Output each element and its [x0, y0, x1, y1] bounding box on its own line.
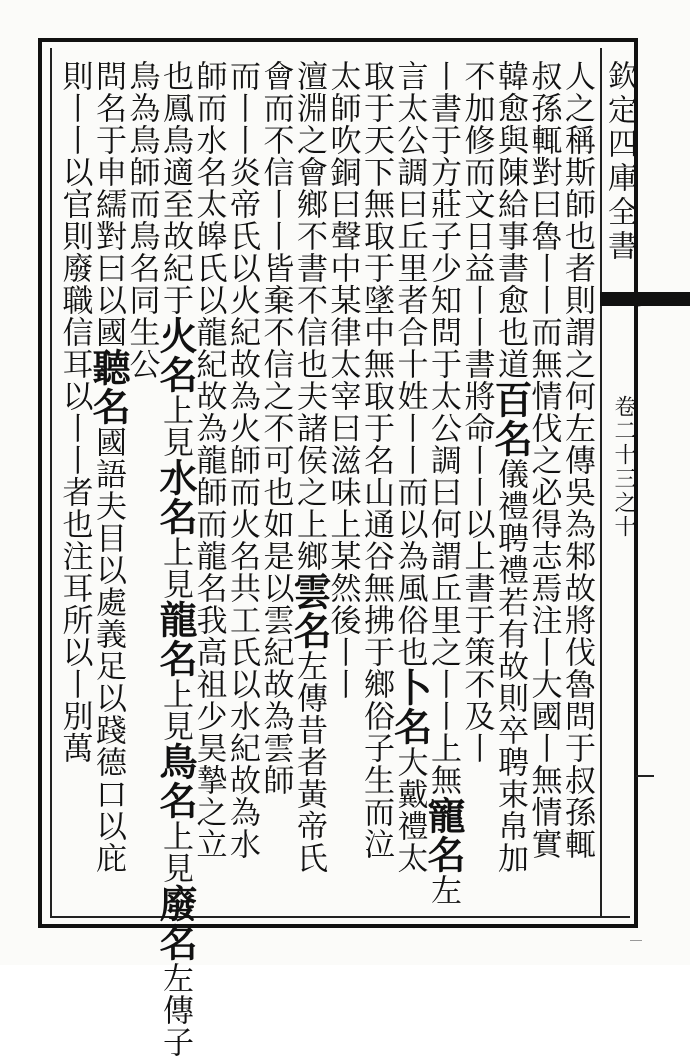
fold-rule: [636, 775, 654, 777]
column-text: 韓愈與陳給事書愈也道: [492, 60, 528, 380]
volume-label: 卷二十三之十: [611, 395, 636, 539]
text-column: [460, 60, 494, 764]
entry-heading: 龍名: [153, 600, 198, 678]
column-text: 言太公調曰丘里者合十姓丨丨而以為風俗也: [391, 60, 428, 668]
text-column: [527, 60, 561, 860]
text-column: [259, 60, 293, 796]
entry-heading: 卜名: [387, 668, 433, 746]
text-column: [287, 60, 332, 874]
column-text: 鳥為鳥師而鳥名: [123, 60, 160, 284]
column-text: 上見: [157, 678, 193, 742]
column-text: 國語夫目以處義足以踐德口以庇: [90, 426, 126, 874]
entry-heading: 廢名: [153, 884, 198, 962]
column-text: 人之稱斯師也者則謂之何左傳吳為邾故將伐魯問于叔孫輒: [559, 60, 595, 860]
text-column: [153, 60, 198, 1058]
corner-mark: [630, 940, 642, 941]
text-column: [488, 60, 533, 874]
column-text: 問名于申繻對曰以國: [90, 60, 126, 348]
column-text: 師而水名太皞氏以龍紀故為龍師而龍名我高祖少昊摯之立: [190, 60, 227, 860]
column-text: 左傳子: [157, 962, 193, 1058]
column-text: 同生公: [123, 284, 160, 380]
column-text: 以雲紀故為雲師: [257, 572, 294, 796]
text-column: [225, 60, 259, 860]
column-text: 上見: [157, 820, 193, 884]
column-text: 儀禮聘禮若有故則卒聘束帛加: [492, 458, 528, 874]
entry-heading: 雲名: [287, 572, 332, 650]
text-column: [125, 60, 159, 380]
column-text: 大戴禮太: [391, 746, 428, 874]
entry-heading: 鳥名: [153, 742, 198, 820]
column-text: 左傳昔者黃帝氏: [291, 650, 327, 874]
text-column: [86, 60, 131, 874]
entry-heading: 聽名: [86, 348, 131, 426]
text-column: [58, 60, 92, 764]
entry-heading: 水名: [153, 458, 198, 536]
column-text: 上見: [157, 394, 193, 458]
text-column: [387, 60, 433, 874]
column-text: 太師吹銅曰聲中某律太宰曰滋味上某然後丨丨: [324, 60, 361, 700]
text-column: [359, 60, 393, 860]
column-text: 取于天下無取于墜中無取于名山通谷無拂于鄉俗: [358, 60, 394, 732]
column-text: 叔孫輒對曰魯丨丨而無情伐之必得志焉注丨大國丨無情實: [525, 60, 562, 860]
fishtail-mark-lower: [636, 296, 690, 333]
entry-heading: 百名: [488, 380, 533, 458]
column-text: 會而不信丨丨皆棄不信之不可也如是: [257, 60, 294, 572]
column-text: 澶淵之會鄉不書不信也夫諸侯之上鄉: [291, 60, 327, 572]
column-text: 不加修而文日益丨丨: [458, 60, 495, 348]
column-text: 也鳳鳥適至故紀于: [157, 60, 193, 316]
column-text: 書將命丨丨以上書于策不及丨: [458, 348, 495, 764]
column-text: 上見: [157, 536, 193, 600]
entry-heading: 火名: [153, 316, 198, 394]
column-text: 而丨丨炎帝氏以火紀故為火師而火名共工氏以水紀故為水: [224, 60, 260, 860]
column-text: 子生而泣: [358, 732, 394, 860]
text-column: [421, 60, 466, 906]
text-column: [560, 60, 594, 860]
column-text: 左: [425, 874, 461, 906]
column-text: 信耳以丨丨者也注耳所以丨別萬: [56, 316, 93, 764]
book-title: 欽定四庫全書: [602, 60, 637, 264]
column-text: 丨書于方莊子少知問于太公調曰何謂丘里之丨丨上無: [425, 60, 461, 796]
column-text: 則丨丨以官則廢職: [56, 60, 93, 316]
entry-heading: 寵名: [421, 796, 466, 874]
